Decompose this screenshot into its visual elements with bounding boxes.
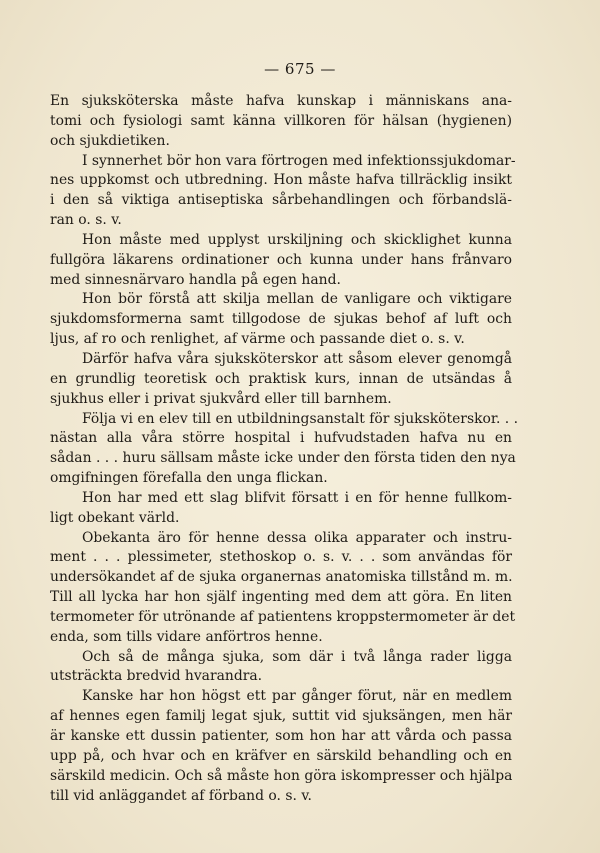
text-line: En sjuksköterska måste hafva kunskap i människans ana-: [50, 93, 512, 109]
text-line: termometer för utrönande af patientens kroppstermometer är det: [50, 608, 516, 625]
text-line: Hon bör förstå att skilja mellan de vanligare och viktigare: [82, 291, 512, 308]
text-line: ligt obekant värld.: [50, 509, 180, 526]
text-line: tomi och fysiologi samt känna villkoren för hälsan (hygienen): [50, 112, 512, 129]
text-line: Följa vi en elev till en utbildningsanstalt för sjuksköterskor. . .: [82, 410, 519, 427]
body-text: [50, 92, 519, 806]
text-line: sjukhus eller i privat sjukvård eller till barnhem.: [50, 390, 392, 407]
text-line: fullgöra läkarens ordinationer och kunna under hans frånvaro: [50, 251, 512, 268]
text-line: ran o. s. v.: [50, 212, 122, 229]
text-line: sjukdomsformerna samt tillgodose de sjukas behof af luft och: [50, 311, 512, 328]
text-line: Till all lycka har hon själf ingenting med dem att göra. En liten: [50, 589, 512, 606]
page-number: — 675 —: [264, 60, 336, 78]
text-line: med sinnesnärvaro handla på egen hand.: [50, 271, 341, 288]
text-line: Obekanta äro för henne dessa olika apparater och instru-: [82, 529, 512, 546]
text-line: I synnerhet bör hon vara förtrogen med infektionssjukdomar-: [82, 152, 516, 169]
text-line: upp på, och hvar och en kräfver en särskild behandling och en: [50, 747, 512, 764]
text-line: till vid anläggandet af förband o. s. v.: [50, 787, 312, 804]
text-line: en grundlig teoretisk och praktisk kurs, innan de utsändas å: [50, 370, 512, 387]
text-line: af hennes egen familj legat sjuk, suttit vid sjuksängen, men här: [50, 708, 512, 725]
text-line: och sjukdietiken.: [50, 132, 170, 149]
text-line: särskild medicin. Och så måste hon göra iskompresser och hjälpa: [50, 767, 513, 784]
text-line: i den så viktiga antiseptiska sårbehandlingen och förbandslä-: [50, 192, 512, 209]
text-line: Kanske har hon högst ett par gånger förut, när en medlem: [82, 688, 512, 705]
text-line: nästan alla våra större hospital i hufvudstaden hafva nu en: [50, 430, 512, 447]
text-line: ljus, af ro och renlighet, af värme och passande diet o. s. v.: [50, 331, 465, 348]
text-line: enda, som tills vidare anförtros henne.: [50, 628, 323, 645]
text-line: utsträckta bredvid hvarandra.: [50, 668, 263, 685]
text-line: undersökandet af de sjuka organernas anatomiska tillstånd m. m.: [50, 569, 513, 586]
text-line: Därför hafva våra sjuksköterskor att såsom elever genomgå: [82, 350, 512, 367]
text-line: ment . . . plessimeter, stethoskop o. s. v. . . som användas för: [50, 549, 512, 566]
text-line: är kanske ett dussin patienter, som hon har att vårda och passa: [50, 728, 512, 744]
text-line: omgifningen förefalla den unga flickan.: [50, 470, 328, 487]
text-line: Och så de många sjuka, som där i två långa rader ligga: [82, 648, 512, 665]
text-line: Hon har med ett slag blifvit försatt i en för henne fullkom-: [82, 489, 512, 506]
text-line: Hon måste med upplyst urskiljning och skicklighet kunna: [82, 231, 512, 248]
text-line: nes uppkomst och utbredning. Hon måste hafva tillräcklig insikt: [50, 172, 512, 189]
text-line: sådan . . . huru sällsam måste icke under den första tiden den nya: [50, 450, 516, 467]
